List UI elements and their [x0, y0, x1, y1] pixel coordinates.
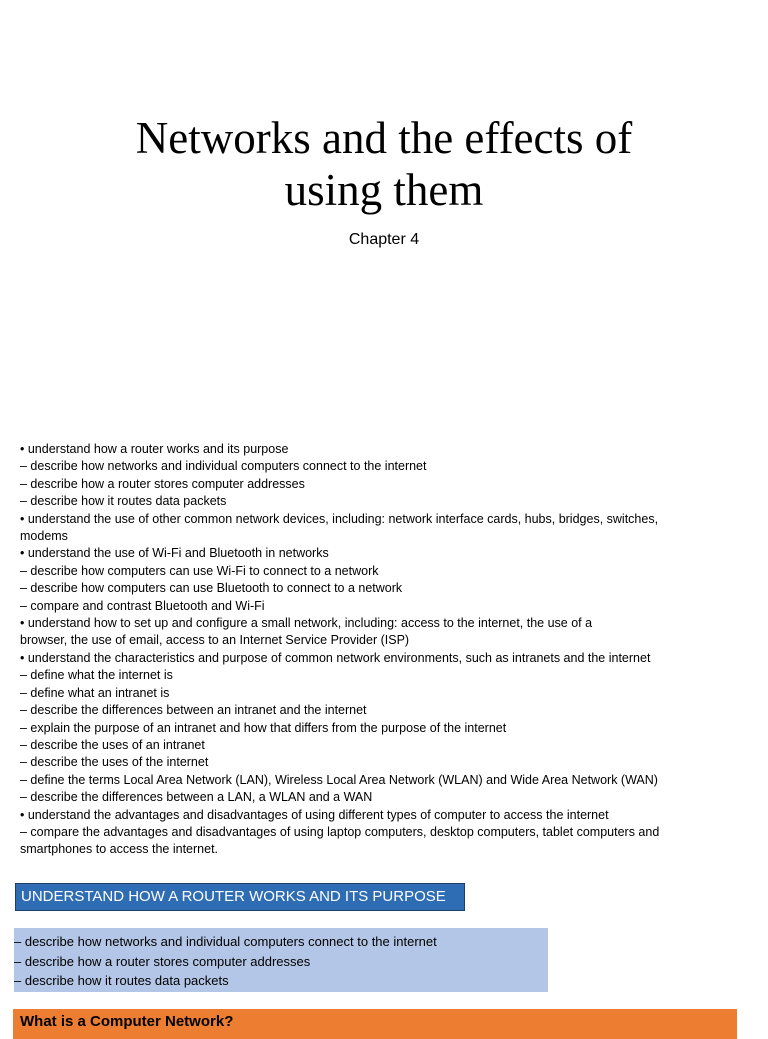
- objective-line: – describe how it routes data packets: [20, 494, 227, 509]
- objective-line: – define the terms Local Area Network (LAN), Wireless Local Area Network (WLAN) and Wide Area Network (WAN): [20, 772, 658, 787]
- objective-line: – describe how networks and individual computers connect to the internet: [20, 459, 427, 474]
- section-point: – describe how a router stores computer addresses: [14, 953, 311, 969]
- slide-title-line-1: Networks and the effects of: [135, 113, 633, 163]
- objective-line: smartphones to access the internet.: [20, 842, 219, 857]
- objective-line: – describe the differences between an intranet and the internet: [20, 703, 367, 718]
- objective-line: • understand the advantages and disadvantages of using different types of computer to access the internet: [20, 807, 609, 822]
- objective-line: – describe how a router stores computer addresses: [20, 476, 305, 491]
- objective-line: • understand how to set up and configure a small network, including: access to the internet, the use of a: [20, 616, 593, 631]
- slide-title: [0, 112, 768, 216]
- section-heading: UNDERSTAND HOW A ROUTER WORKS AND ITS PURPOSE: [15, 883, 465, 911]
- section-point: – describe how networks and individual computers connect to the internet: [14, 934, 437, 949]
- objective-line: – define what an intranet is: [20, 685, 170, 700]
- section-points-box: [14, 928, 548, 992]
- objective-line: – describe how computers can use Bluetooth to connect to a network: [20, 581, 403, 596]
- slide-title-line-2: using them: [284, 165, 484, 215]
- objective-line: – describe the uses of an intranet: [20, 737, 205, 752]
- objective-line: – describe the differences between a LAN, a WLAN and a WAN: [20, 790, 373, 805]
- objective-line: • understand the use of Wi-Fi and Bluetooth in networks: [20, 546, 329, 561]
- objective-line: • understand the characteristics and purpose of common network environments, such as intranets and the internet: [20, 650, 651, 665]
- section-point: – describe how it routes data packets: [14, 973, 229, 988]
- objective-line: – describe the uses of the internet: [20, 755, 209, 770]
- slide-subtitle: Chapter 4: [348, 231, 420, 248]
- objective-line: • understand how a router works and its purpose: [20, 442, 289, 456]
- objective-line: • understand the use of other common network devices, including: network interface cards, hubs, bridges, switches,: [20, 511, 659, 526]
- objective-line: – explain the purpose of an intranet and how that differs from the purpose of the internet: [20, 720, 507, 735]
- objective-line: browser, the use of email, access to an Internet Service Provider (ISP): [20, 633, 410, 648]
- objective-line: – compare the advantages and disadvantages of using laptop computers, desktop computers, tablet computers and: [20, 824, 660, 839]
- objective-line: – define what the internet is: [20, 668, 173, 683]
- objective-line: – compare and contrast Bluetooth and Wi-Fi: [20, 598, 265, 613]
- objective-line: – describe how computers can use Wi-Fi to connect to a network: [20, 563, 379, 578]
- objectives-list: [20, 441, 742, 859]
- objective-line: modems: [20, 529, 68, 544]
- next-section-heading: What is a Computer Network?: [13, 1009, 737, 1039]
